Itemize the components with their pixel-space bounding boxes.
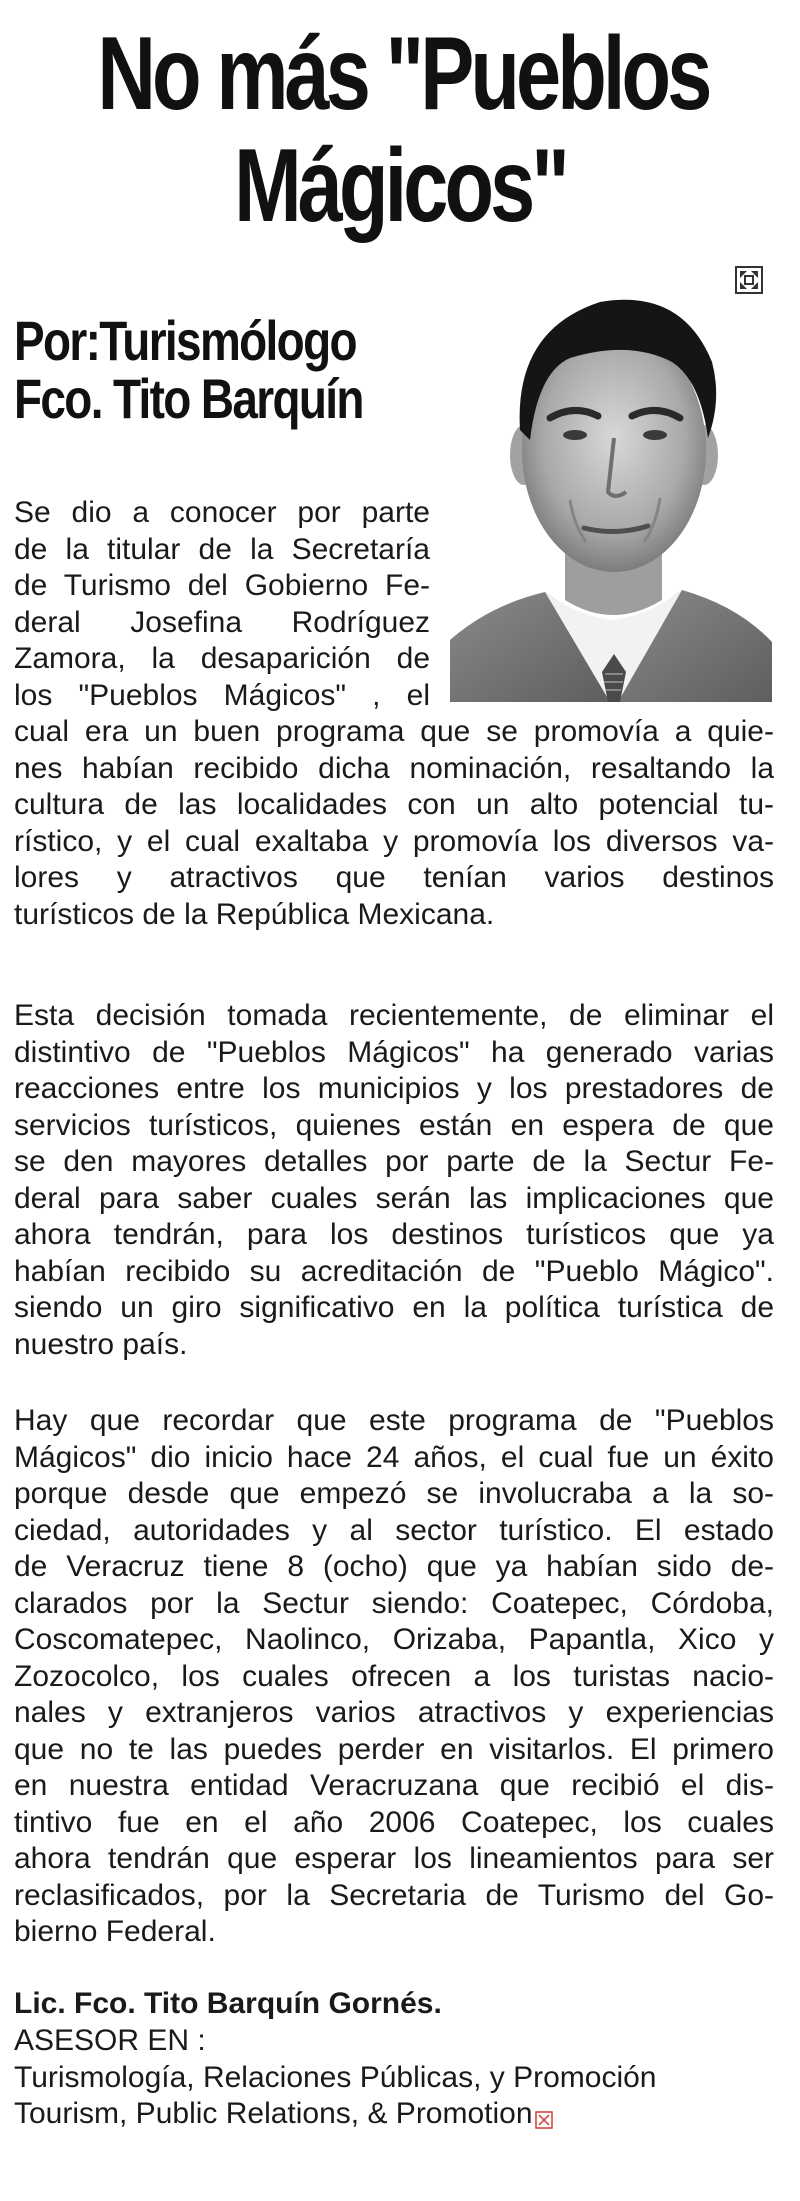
text-line: se den mayores detalles por parte de la Sectur Fe- [14,1145,774,1178]
broken-image-icon [535,2111,553,2129]
text-line: nuestro país. [14,1327,188,1361]
text-line: de la titular de la Secretaría [14,532,430,566]
text-line: habían recibido su acreditación de "Pueblo Mágico". [14,1254,774,1288]
text-line: nales y extranjeros varios atractivos y experiencias [14,1696,774,1729]
text-line: tintivo fue en el año 2006 Coatepec, los cuales [14,1805,774,1839]
byline [14,309,391,430]
text-line: siendo un giro significativo en la política turística de [14,1291,774,1324]
paragraph-3 [14,1403,774,1951]
text-line: ahora tendrán que esperar los lineamientos para ser [14,1842,774,1875]
text-line: Se dio a conocer por parte [14,496,430,529]
text-line: Zozocolco, los cuales ofrecen a los turistas nacio- [14,1659,774,1693]
text-line: Mágicos" dio inicio hace 24 años, el cual fue un éxito [14,1440,774,1474]
text-line: rístico, y el cual exaltaba y promovía los diversos va- [14,824,774,858]
signature-specialty-en [14,2096,774,2133]
text-line: deral para saber cuales serán las implicaciones que [14,1181,774,1215]
signature-specialty-en-text: Tourism, Public Relations, & Promotion [14,2097,533,2130]
text-line: turísticos de la República Mexicana. [14,897,495,931]
text-line: que no te las puedes perder en visitarlos. El primero [14,1732,774,1766]
byline-line-2: Fco. Tito Barquín [14,367,363,430]
headline-line-2: Mágicos" [234,128,566,244]
text-line: reclasificados, por la Secretaria de Turismo del Go- [14,1878,774,1912]
text-line: cultura de las localidades con un alto potencial tu- [14,788,774,821]
text-line: Esta decisión tomada recientemente, de eliminar el [14,999,774,1032]
text-line: ahora tendrán, para los destinos turísticos que ya [14,1218,774,1251]
text-line: reacciones entre los municipios y los prestadores de [14,1072,774,1105]
text-line: clarados por la Sectur siendo: Coatepec, Córdoba, [14,1586,774,1620]
signature-name: Lic. Fco. Tito Barquín Gornés. [14,1987,442,2020]
text-line: nes habían recibido dicha nominación, resaltando la [14,751,774,785]
text-line: Zamora, la desaparición de [14,642,430,675]
signature-role: ASESOR EN : [14,2024,206,2057]
paragraph-1 [14,495,774,933]
author-signature [14,1985,774,2133]
headline-line-1: No más "Pueblos [97,16,709,132]
text-line: servicios turísticos, quienes están en espera de que [14,1108,774,1142]
text-line: de Veracruz tiene 8 (ocho) que ya habían sido de- [14,1550,774,1583]
text-line: Coscomatepec, Naolinco, Orizaba, Papantla, Xico y [14,1623,774,1656]
paragraph-2 [14,998,774,1363]
text-line: en nuestra entidad Veracruzana que recibió el dis- [14,1769,774,1802]
text-line: porque desde que empezó se involucraba a la so- [14,1477,774,1510]
headline [97,16,709,244]
text-line: bierno Federal. [14,1915,216,1948]
text-line: de Turismo del Gobierno Fe- [14,569,430,602]
signature-specialty-es: Turismología, Relaciones Públicas, y Promoción [14,2060,657,2094]
text-line: deral Josefina Rodríguez [14,605,430,639]
text-line: Hay que recordar que este programa de "Pueblos [14,1404,774,1437]
expand-icon[interactable] [734,265,764,295]
text-line: cual era un buen programa que se promovía a quie- [14,715,774,748]
text-line: los "Pueblos Mágicos" , el [14,678,430,712]
text-line: ciedad, autoridades y al sector turístico. El estado [14,1513,774,1547]
text-line: distintivo de "Pueblos Mágicos" ha generado varias [14,1035,774,1069]
byline-line-1: Por:Turismólogo [14,309,356,372]
text-line: lores y atractivos que tenían varios destinos [14,861,774,894]
